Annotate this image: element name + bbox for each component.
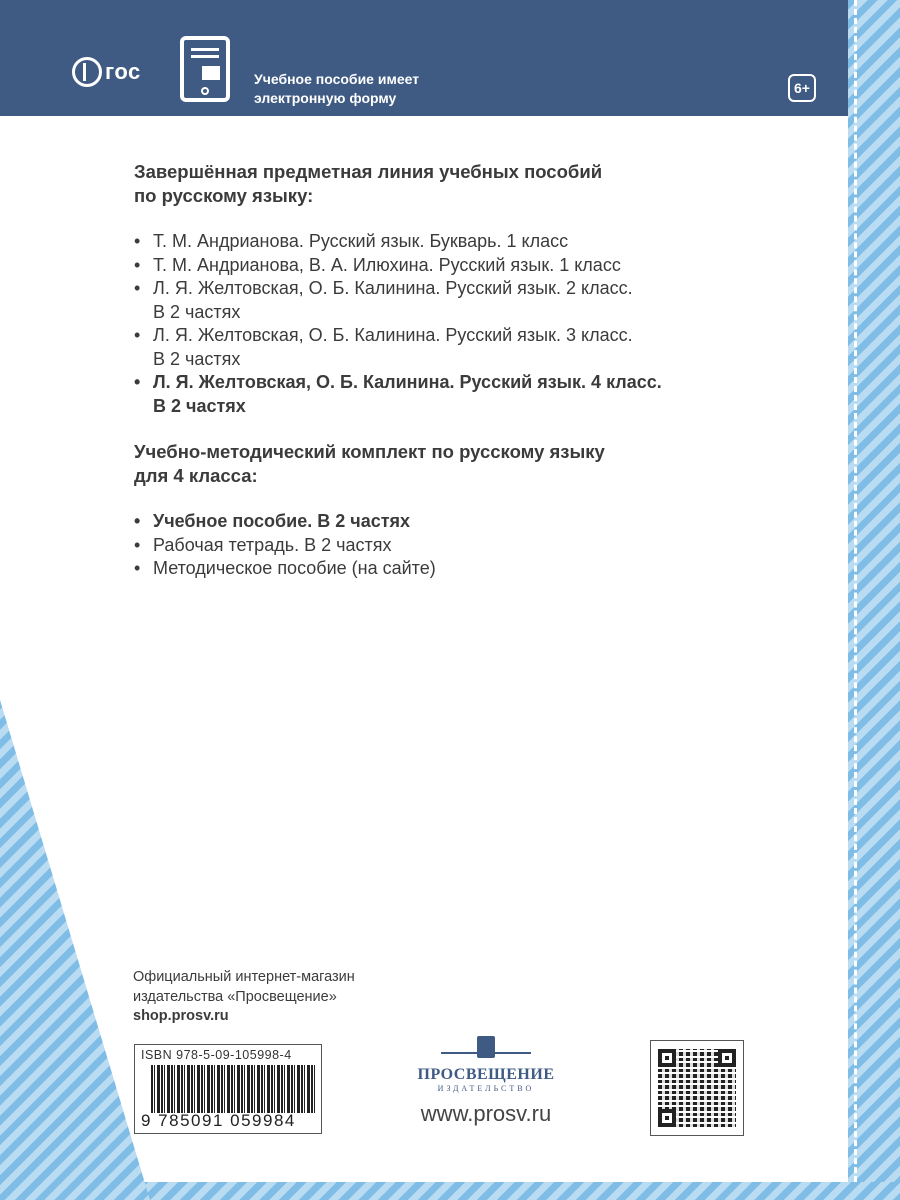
kit-heading-line-1: Учебно-методический комплект по русскому языку (134, 441, 605, 462)
list-item-text-continued: В 2 частях (153, 395, 246, 416)
list-item (134, 371, 774, 418)
publisher-name: ПРОСВЕЩЕНИЕ (417, 1066, 555, 1083)
publisher-url: www.prosv.ru (420, 1101, 552, 1126)
electronic-form-line-1: Учебное пособие имеет (254, 71, 420, 87)
electronic-form-notice (254, 70, 419, 108)
publisher-emblem-icon (471, 1036, 501, 1060)
ean-number: 9 785091 059984 (141, 1111, 296, 1130)
list-item (134, 230, 774, 254)
shop-url: shop.prosv.ru (133, 1008, 229, 1024)
subject-line-heading-line-1: Завершённая предметная линия учебных пособий (134, 161, 603, 182)
header-band (0, 0, 848, 116)
list-item-text-continued: В 2 частях (153, 301, 241, 322)
main-content (134, 160, 774, 581)
list-item (134, 534, 774, 558)
subject-line-heading-line-2: по русскому языку: (134, 185, 314, 206)
fgos-logo-text: гос (105, 59, 141, 84)
kit-heading-line-2: для 4 класса: (134, 465, 258, 486)
publisher-logo (400, 1036, 572, 1127)
list-item-text: Т. М. Андрианова. Русский язык. Букварь. 1 класс (153, 231, 569, 251)
list-item (134, 557, 774, 581)
isbn-barcode (134, 1044, 322, 1134)
list-item-text: Л. Я. Желтовская, О. Б. Калинина. Русский язык. 2 класс. (153, 278, 633, 298)
tablet-icon (180, 36, 230, 102)
list-item-text: Методическое пособие (на сайте) (153, 558, 436, 578)
barcode-bars-icon (151, 1065, 315, 1113)
list-item-text: Учебное пособие. В 2 частях (153, 511, 411, 531)
age-rating-badge: 6+ (788, 74, 816, 102)
kit-list (134, 510, 774, 581)
list-item-text: Л. Я. Желтовская, О. Б. Калинина. Русский язык. 3 класс. (153, 325, 633, 345)
list-item-text: Л. Я. Желтовская, О. Б. Калинина. Русский язык. 4 класс. (153, 372, 662, 392)
list-item-text: Т. М. Андрианова, В. А. Илюхина. Русский язык. 1 класс (153, 254, 621, 275)
qr-code (650, 1040, 744, 1136)
online-shop-info (133, 968, 355, 1027)
shop-line-2: издательства «Просвещение» (133, 988, 337, 1005)
shop-line-1: Официальный интернет-магазин (133, 969, 355, 985)
publisher-subtitle: ИЗДАТЕЛЬСТВО (437, 1084, 535, 1093)
kit-heading (134, 440, 774, 488)
qr-code-icon (658, 1049, 736, 1127)
electronic-form-line-2: электронную форму (254, 90, 397, 106)
right-decorative-stripe (848, 0, 900, 1200)
list-item (134, 277, 774, 324)
list-item-text: Рабочая тетрадь. В 2 частях (153, 534, 392, 555)
list-item (134, 254, 774, 278)
list-item (134, 324, 774, 371)
isbn-number: ISBN 978-5-09-105998-4 (141, 1048, 292, 1062)
list-item (134, 510, 774, 534)
list-item-text-continued: В 2 частях (153, 348, 241, 369)
subject-line-heading (134, 160, 774, 208)
subject-line-list (134, 230, 774, 418)
fgos-mark-icon (72, 57, 102, 87)
fgos-logo (72, 52, 141, 92)
